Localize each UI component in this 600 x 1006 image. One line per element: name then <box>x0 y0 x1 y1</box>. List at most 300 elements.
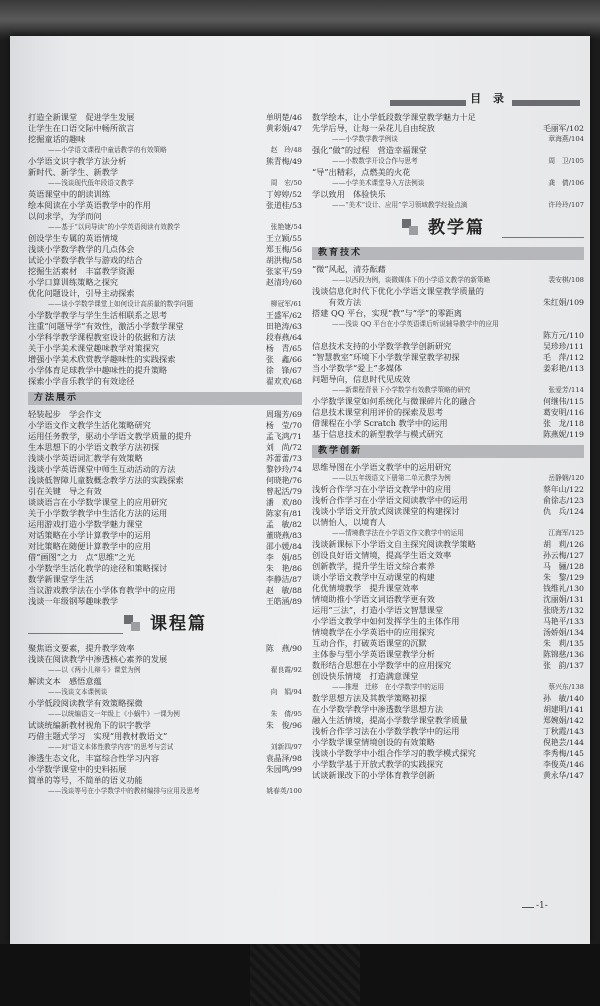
toc-entry-title: 小学数学生活化教学的途径和策略探讨 <box>28 563 168 573</box>
toc-entry <box>312 145 584 156</box>
toc-entry-author-page: 孙云梅/127 <box>543 551 584 560</box>
toc-entry <box>312 167 584 178</box>
toc-entry-title: 打造全新课堂 促进学生发展 <box>28 112 135 122</box>
toc-entry-author-page: 马艳平/133 <box>543 617 584 626</box>
toc-entry-title: 运用“三法”，打造小学语文智慧课堂 <box>312 605 444 615</box>
toc-entry-author-page: 江海军/125 <box>548 529 584 537</box>
toc-entry-author-page: 徐 锋/67 <box>266 366 302 375</box>
toc-entry-author-page: 周瑞芳/69 <box>266 410 302 419</box>
toc-entry <box>28 753 302 764</box>
toc-entry <box>28 321 302 332</box>
toc-entry <box>312 594 584 605</box>
toc-entry <box>28 585 302 596</box>
toc-entry-title: 试论小学数学教学与游戏的结合 <box>28 255 143 265</box>
toc-entry-title: 数学思想方法及其教学策略初探 <box>312 693 427 703</box>
toc-entry-title: 以问求学，为学而问 <box>28 211 102 221</box>
toc-entry-author-page: 李秀梅/145 <box>543 749 584 758</box>
toc-entry-author-page: 张晓芳/132 <box>543 606 584 615</box>
header-title: 目 录 <box>466 90 512 106</box>
toc-entry-title: 小学语文作文教学生活化策略研究 <box>28 420 151 430</box>
squares-icon <box>402 219 420 237</box>
toc-entry-title: 浅析合作学习在小学语文阅读教学中的运用 <box>312 495 468 505</box>
toc-entry-title: 优化问题设计，引导主动探索 <box>28 288 135 298</box>
toc-entry-author-page: 张 韵/137 <box>543 661 584 670</box>
toc-entry-title: 浅析合作学习在小学语文教学中的应用 <box>312 484 452 494</box>
toc-entry-author-page: 丁秋霞/143 <box>543 727 584 736</box>
toc-entry <box>312 264 584 275</box>
toc-entry-author-page: 孟 敏/82 <box>266 520 302 529</box>
toc-entry <box>28 365 302 376</box>
toc-entry <box>312 189 584 200</box>
toc-entry-title: 小学数学基于开放式教学的实践探究 <box>312 759 444 769</box>
toc-entry <box>312 341 584 352</box>
toc-entry-author-page: 许玲玲/107 <box>548 201 584 209</box>
toc-entry <box>312 561 584 572</box>
toc-entry-author-page: 黄彩娟/47 <box>266 124 302 133</box>
toc-entry <box>312 704 584 715</box>
toc-entry-title: 强化“做”的过程 营造幸福课堂 <box>312 145 427 155</box>
toc-entry-title: 浅谈小学英语课堂中师生互动活动的方法 <box>28 464 176 474</box>
toc-entry-title: 有效方法 <box>312 297 362 307</box>
section-heading-box <box>312 445 584 458</box>
toc-entry-title: 搭建 QQ 平台，实现“教”与“学”的零距离 <box>312 308 462 318</box>
toc-entry-title: 轻装起步 学会作文 <box>28 409 102 419</box>
toc-entry-author-page: 郑婉娟/142 <box>543 716 584 725</box>
toc-entry <box>28 541 302 552</box>
toc-entry <box>28 233 302 244</box>
toc-entry-title: 小学数学教学与学生生活相联系之思考 <box>28 310 168 320</box>
toc-entry <box>28 497 302 508</box>
toc-entry-title: 巧借主题式学习 实现“用教材教语文” <box>28 731 168 741</box>
section-heading-label: 方法展示 <box>34 393 79 403</box>
toc-subtitle <box>312 473 584 484</box>
toc-entry <box>28 354 302 365</box>
toc-entry-title: 浅谈小学数学中小组合作学习的教学模式探究 <box>312 748 476 758</box>
toc-entry <box>28 156 302 167</box>
toc-entry-title: 创设学生专属的英语情境 <box>28 233 119 243</box>
toc-entry-title: ——谈小学数学课堂上如何设计高质量的数学问题 <box>48 300 194 308</box>
toc-entry <box>28 486 302 497</box>
toc-entry <box>312 396 584 407</box>
toc-entry-author-page: 袁晶泽/98 <box>266 754 302 763</box>
toc-entry-title: 思维导图在小学语文教学中的运用研究 <box>312 462 452 472</box>
toc-entry <box>28 464 302 475</box>
section-heading-label: 教育技术 <box>318 248 363 258</box>
toc-entry-author-page: 苏蕾蕾/73 <box>266 454 302 463</box>
toc-entry-title: 关于小学数学教学中生活化方法的运用 <box>28 508 168 518</box>
toc-entry-author-page: 孙 敏/140 <box>543 694 584 703</box>
toc-entry-author-page: 胡洪梅/58 <box>266 256 302 265</box>
toc-entry <box>28 574 302 585</box>
toc-entry-author-page: 段春燕/64 <box>266 333 302 342</box>
toc-entry <box>28 123 302 134</box>
toc-entry <box>28 244 302 255</box>
toc-entry <box>312 693 584 704</box>
toc-entry-title: 借“画图”之力 点“思维”之光 <box>28 552 135 562</box>
toc-entry <box>312 495 584 506</box>
toc-entry-title: 运用任务教学，驱动小学语文教学质量的提升 <box>28 431 192 441</box>
toc-entry-author-page: 张爱芳/114 <box>548 386 584 394</box>
toc-entry <box>312 550 584 561</box>
toc-entry-title: 小学数学课堂中的史料拓展 <box>28 764 127 774</box>
toc-subtitle <box>312 275 584 286</box>
section-heading-box <box>312 247 584 260</box>
toc-entry-title: 主体参与型小学英语课堂教学分析 <box>312 649 435 659</box>
toc-entry-author-page: 向 娟/94 <box>270 688 302 696</box>
toc-entry-author-page: 何继伟/115 <box>543 397 584 406</box>
toc-entry-title: 让学生在口语交际中畅所欲言 <box>28 123 135 133</box>
toc-entry-title: 探索小学音乐教学的有效途径 <box>28 376 135 386</box>
toc-entry-title: 浅谈在阅读教学中渗透核心素养的发展 <box>28 654 168 664</box>
toc-entry <box>28 453 302 464</box>
toc-subtitle <box>312 528 584 539</box>
toc-entry <box>28 167 302 178</box>
toc-entry <box>28 255 302 266</box>
toc-entry-title: 学以致用 体验快乐 <box>312 189 386 199</box>
toc-entry-title: 浅析合作学习法在小学数学教学中的运用 <box>312 726 460 736</box>
toc-entry-author-page: 刘新四/97 <box>270 743 302 751</box>
toc-entry-title: ——以统编语文一年级上《小蜗牛》一课为例 <box>48 710 180 718</box>
toc-entry <box>312 649 584 660</box>
toc-entry <box>312 112 584 123</box>
toc-subtitle <box>28 742 302 753</box>
toc-entry <box>312 660 584 671</box>
toc-entry-title: ——“美术”设计、应用”学习领域教学经验点滴 <box>332 201 468 209</box>
toc-entry-title: 浅谈一年级钢琴趣味教学 <box>28 596 119 606</box>
toc-entry <box>312 726 584 737</box>
toc-entry-author-page: 陈家有/81 <box>266 509 302 518</box>
part-title-rule <box>28 633 123 634</box>
toc-entry-title: ——浅谈等号在小学数学中的教材编排与应用及思考 <box>48 787 200 795</box>
toc-entry <box>28 654 302 665</box>
toc-entry <box>312 484 584 495</box>
toc-entry-title: 小学科学教学课程教室设计的依据和方法 <box>28 332 176 342</box>
toc-entry <box>28 332 302 343</box>
toc-entry <box>312 770 584 781</box>
toc-entry-author-page: 杨 青/65 <box>266 344 302 353</box>
toc-entry-author-page: 赵 敏/88 <box>266 586 302 595</box>
toc-entry-author-page: 王皓涵/89 <box>266 597 302 606</box>
toc-left-column <box>28 112 302 797</box>
page-number: -1- <box>536 901 548 911</box>
toc-subtitle <box>312 156 584 167</box>
toc-entry-author-page: 张 龙/118 <box>543 419 584 428</box>
toc-entry <box>28 552 302 563</box>
toc-entry-title: ——情境教学法在小学语文作文教学中的运用 <box>332 529 464 537</box>
toc-right-column <box>312 112 584 781</box>
toc-entry-title: ——小学语文课程中童话教学的有效策略 <box>48 146 167 154</box>
toc-entry <box>312 748 584 759</box>
toc-entry-title: 挖掘童话的趣味 <box>28 134 86 144</box>
toc-subtitle <box>312 134 584 145</box>
toc-entry <box>28 475 302 486</box>
toc-entry-title: 当小学数学“爱上”多媒体 <box>312 363 403 373</box>
toc-entry <box>312 583 584 594</box>
toc-entry-title: 小学体育足球教学中趣味性的提升策略 <box>28 365 168 375</box>
toc-entry-title: 新时代、新学生、新教学 <box>28 167 119 177</box>
toc-entry-title: 创新教学，提升学生语文综合素养 <box>312 561 435 571</box>
toc-entry-author-page: 杨 莹/70 <box>266 421 302 430</box>
toc-entry-author-page: 毛丽军/102 <box>543 124 584 133</box>
toc-entry-author-page: 孟飞鸿/71 <box>266 432 302 441</box>
toc-entry-title: 小学低段阅读教学有效策略探微 <box>28 698 143 708</box>
toc-entry-title: ——对“语文本体性教学内容”的思考与尝试 <box>48 743 174 751</box>
toc-entry-author-page: 丁婷婷/52 <box>266 190 302 199</box>
toc-entry-author-page: 董晓燕/83 <box>266 531 302 540</box>
toc-entry-author-page: 张家平/59 <box>266 267 302 276</box>
toc-entry-title: ——小学数学教学例谈 <box>332 135 398 143</box>
toc-entry-author-page: 沈丽娟/131 <box>543 595 584 604</box>
toc-entry-author-page: 张艳婕/54 <box>270 223 302 231</box>
page-header <box>390 90 580 114</box>
toc-entry-author-page: 陈 燕/90 <box>266 644 302 653</box>
toc-entry-title: ——以《两小儿辩斗》课堂为例 <box>48 666 141 674</box>
toc-entry-author-page: 赵 玲/48 <box>270 146 302 154</box>
toc-entry <box>28 775 302 786</box>
toc-entry <box>28 508 302 519</box>
toc-entry <box>312 627 584 638</box>
toc-entry-author-page: 裴安棋/108 <box>548 276 584 284</box>
toc-entry-author-page: 张 鑫/66 <box>266 355 302 364</box>
toc-entry-author-page: 何晓艳/76 <box>266 476 302 485</box>
toc-entry-title: 简单的等号，不简单的语义功能 <box>28 775 143 785</box>
toc-entry <box>312 308 584 319</box>
toc-entry-title: 化优情境教学 提升课堂效率 <box>312 583 419 593</box>
toc-entry-author-page: 蔡年山/122 <box>543 485 584 494</box>
toc-subtitle <box>312 319 584 330</box>
toc-entry-author-page: 胡 莉/126 <box>543 540 584 549</box>
toc-entry <box>28 343 302 354</box>
toc-entry <box>312 605 584 616</box>
toc-entry <box>28 530 302 541</box>
toc-entry <box>28 698 302 709</box>
toc-entry-author-page: 胡建明/141 <box>543 705 584 714</box>
toc-entry-author-page: 毛 萍/112 <box>543 353 584 362</box>
toc-entry-title: 问题导向，信息时代见成效 <box>312 374 411 384</box>
toc-entry-author-page: 葛安明/116 <box>543 408 584 417</box>
toc-entry-author-page: 朱 黎/129 <box>543 573 584 582</box>
toc-entry <box>312 737 584 748</box>
toc-entry-author-page: 周 卫/105 <box>548 157 584 165</box>
toc-entry <box>312 429 584 440</box>
toc-entry-title: 关于小学美术课堂趣味教学对策探究 <box>28 343 160 353</box>
toc-entry-author-page: 李 娟/85 <box>266 553 302 562</box>
toc-entry-title: ——新课程背景下小学数学有效教学策略的研究 <box>332 386 471 394</box>
toc-entry-author-page: 黎钞玲/74 <box>266 465 302 474</box>
toc-entry-title: 小学数学课堂如何系统化与微课碎片化的融合 <box>312 396 476 406</box>
toc-entry-author-page: 翟良霞/92 <box>270 666 302 674</box>
toc-entry-title: 小学数学课堂情境创设的有效策略 <box>312 737 435 747</box>
toc-entry-title: “微”风起，清芬酝藉 <box>312 264 386 274</box>
toc-entry-author-page: 刘 尚/72 <box>266 443 302 452</box>
toc-entry-title: 情境助推小学语文词语教学更有效 <box>312 594 435 604</box>
table-surface <box>0 944 600 1006</box>
toc-entry-author-page: 李俊英/146 <box>543 760 584 769</box>
toc-entry-title: 在小学数学教学中渗透数学思想方法 <box>312 704 444 714</box>
toc-entry-author-page: 潘 欢/80 <box>266 498 302 507</box>
toc-entry-title: 创设良好语文情境，提高学生语文效率 <box>312 550 452 560</box>
toc-entry-author-page: 黄永华/147 <box>543 771 584 780</box>
toc-entry-author-page: 朱 莉/135 <box>543 639 584 648</box>
toc-entry <box>28 211 302 222</box>
toc-entry-title: 浅谈信息化时代下优化小学语文课堂教学质量的 <box>312 286 484 296</box>
toc-entry <box>28 676 302 687</box>
part-title <box>312 217 584 241</box>
toc-entry <box>28 266 302 277</box>
toc-entry-title: 英语课堂中的朗读训练 <box>28 189 110 199</box>
toc-entry-title: “智慧教室”环境下小学数学课堂教学初探 <box>312 352 460 362</box>
toc-entry <box>28 720 302 731</box>
toc-entry-author-page: 柳冠军/61 <box>270 300 302 308</box>
toc-entry-title: 生本思想下的小学语文教学方法初探 <box>28 442 160 452</box>
toc-entry-title: 数形结合思想在小学数学中的应用探究 <box>312 660 452 670</box>
toc-entry-title: 浅谈小学语文开放式阅读课堂的构建探讨 <box>312 506 460 516</box>
toc-entry-title: 基于信息技术的新型教学与模式研究 <box>312 429 444 439</box>
toc-entry-title: 浅谈低智障儿童数概念教学方法的实践探索 <box>28 475 184 485</box>
toc-entry-title: ——浅谈 QQ 平台在小学英语课后听说辅导教学中的应用 <box>332 320 499 328</box>
toc-entry <box>312 572 584 583</box>
toc-entry-author-page: 龚 倩/106 <box>548 179 584 187</box>
toc-entry-title: 谈小学语文教学中互动课堂的构建 <box>312 572 435 582</box>
toc-entry <box>312 374 584 385</box>
toc-entry-title: 互动合作，打破英语课堂的沉默 <box>312 638 427 648</box>
toc-entry-title: 创设快乐情境 打造满意课堂 <box>312 671 419 681</box>
toc-entry <box>312 759 584 770</box>
toc-entry-title: 小学语文教学中如何发挥学生的主体作用 <box>312 616 460 626</box>
toc-subtitle <box>312 200 584 211</box>
toc-subtitle <box>28 145 302 156</box>
section-heading-box <box>28 392 302 405</box>
toc-entry-title: 浅谈新课标下小学语文自主探究阅读教学策略 <box>312 539 476 549</box>
toc-entry-author-page: 钱维礼/130 <box>543 584 584 593</box>
toc-entry <box>28 310 302 321</box>
part-title-rule <box>502 237 584 238</box>
toc-entry-author-page: 田艳涛/63 <box>266 322 302 331</box>
toc-entry-title: 试谈新课改下的小学体育教学创新 <box>312 770 435 780</box>
toc-entry-title: 解读文本 感悟意蕴 <box>28 676 102 686</box>
toc-entry-title: 信息技术支持的小学数学教学创新研究 <box>312 341 452 351</box>
toc-entry <box>312 352 584 363</box>
toc-subtitle <box>28 786 302 797</box>
toc-entry-author-page: 倪艳芸/144 <box>543 738 584 747</box>
toc-entry-title: ——小学美术课堂导入方法例谈 <box>332 179 425 187</box>
toc-entry-title: ——以五年级语文下册第二单元教学为例 <box>332 474 451 482</box>
toc-entry-author-page: 姜彩艳/113 <box>543 364 584 373</box>
toc-entry-author-page: 俞徐志/123 <box>543 496 584 505</box>
toc-entry-author-page: 朱红娟/109 <box>543 298 584 307</box>
toc-entry-author-page: 王盛军/62 <box>266 311 302 320</box>
toc-subtitle <box>28 709 302 720</box>
toc-entry-title: 小学语文识字教学方法分析 <box>28 156 127 166</box>
toc-entry-author-page: 朱 艳/86 <box>266 564 302 573</box>
toc-subtitle <box>312 385 584 396</box>
part-title-label: 课程篇 <box>150 614 207 634</box>
toc-entry-author-page: 郑玉梅/56 <box>266 245 302 254</box>
toc-entry-author-page: 陈方元/110 <box>543 331 584 340</box>
toc-entry-title: 借课程在小学 Scratch 教学中的运用 <box>312 418 448 428</box>
toc-entry <box>28 134 302 145</box>
toc-subtitle <box>28 299 302 310</box>
toc-entry-title: 谈谈语言在小学数学课堂上的应用研究 <box>28 497 168 507</box>
toc-entry-author-page: 蔡兴东/138 <box>548 683 584 691</box>
toc-entry <box>28 731 302 742</box>
toc-entry-title: 挖掘生活素材 丰富教学资源 <box>28 266 135 276</box>
toc-entry-title: 数学绘本，让小学低段数学课堂教学魅力十足 <box>312 112 476 122</box>
toc-entry-author-page: 王立颖/55 <box>266 234 302 243</box>
toc-entry <box>312 363 584 374</box>
toc-entry-title: 当议游戏教学法在小学体育教学中的应用 <box>28 585 176 595</box>
toc-entry-title: 信息技术课堂利用评价的探索及思考 <box>312 407 444 417</box>
toc-entry-title: 浅谈小学数学教学的几点体会 <box>28 244 135 254</box>
toc-subtitle <box>28 222 302 233</box>
toc-entry-title: ——基于“以问导读”的小学英语阅读有效教学 <box>48 223 181 231</box>
toc-entry <box>312 418 584 429</box>
toc-entry <box>28 112 302 123</box>
toc-entry <box>28 442 302 453</box>
toc-entry-title: 引在关键 导之有效 <box>28 486 102 496</box>
toc-entry <box>28 519 302 530</box>
toc-entry <box>28 563 302 574</box>
toc-entry <box>312 671 584 682</box>
toc-entry <box>28 376 302 387</box>
toc-entry-author-page: 朱园鸣/99 <box>266 765 302 774</box>
toc-entry-author-page: 赵清玲/60 <box>266 278 302 287</box>
toc-entry-title: 小学口算训练策略之探究 <box>28 277 119 287</box>
toc-entry <box>312 638 584 649</box>
toc-entry-author-page: 朱 倩/95 <box>270 710 302 718</box>
toc-entry-title: 对话策略在小学计算教学中的运用 <box>28 530 151 540</box>
toc-entry <box>28 431 302 442</box>
toc-entry-title: 绘本阅读在小学英语教学中的作用 <box>28 200 151 210</box>
toc-entry-title: ——小数数学开设合作与思考 <box>332 157 418 165</box>
toc-entry-author-page: 章海燕/104 <box>548 135 584 143</box>
toc-entry-title: 浅谈小学英语词汇教学有效策略 <box>28 453 143 463</box>
toc-entry-title: 情境教学在小学英语中的应用探究 <box>312 627 435 637</box>
toc-subtitle <box>28 665 302 676</box>
toc-entry-title: ——浅谈现代低年段语文教学 <box>48 179 134 187</box>
toc-subtitle <box>28 178 302 189</box>
toc-entry-author-page: 周 宏/50 <box>270 179 302 187</box>
toc-entry-author-page: 朱 俊/96 <box>266 721 302 730</box>
toc-entry-author-page: 单明楚/46 <box>266 113 302 122</box>
toc-entry <box>28 409 302 420</box>
toc-entry-author-page: 仇 兵/124 <box>543 507 584 516</box>
toc-entry <box>312 330 584 341</box>
toc-entry-title: 以情怡人，以境育人 <box>312 517 386 527</box>
toc-entry-author-page: 汤娇娟/134 <box>543 628 584 637</box>
toc-entry-author-page: 张道桂/53 <box>266 201 302 210</box>
toc-entry <box>28 277 302 288</box>
toc-entry-author-page: 马 骊/128 <box>543 562 584 571</box>
toc-entry <box>312 506 584 517</box>
toc-entry-title: 聚焦语文要素，提升教学效率 <box>28 643 135 653</box>
toc-entry <box>28 596 302 607</box>
section-heading-label: 教学创新 <box>318 446 363 456</box>
toc-entry-title: ——推理 迁移 在小学数学中的运用 <box>332 683 445 691</box>
toc-entry <box>28 643 302 654</box>
toc-entry-author-page: 岳静娴/120 <box>548 474 584 482</box>
toc-entry <box>312 539 584 550</box>
toc-entry <box>28 200 302 211</box>
toc-entry-author-page: 熊青梅/49 <box>266 157 302 166</box>
toc-entry-title: 注重“问题导学”有效性，激活小学数学课堂 <box>28 321 184 331</box>
toc-entry-title: 融入生活情境，提高小学数学课堂教学质量 <box>312 715 468 725</box>
toc-entry-title: 增强小学美术欣赏教学趣味性的实践探索 <box>28 354 176 364</box>
toc-entry <box>312 407 584 418</box>
toc-subtitle <box>312 178 584 189</box>
toc-entry-title: ——以西段为例，谈微媒体下的小学语文教学的新策略 <box>332 276 491 284</box>
toc-entry-title: 运用游戏打造小学数学魅力课堂 <box>28 519 143 529</box>
